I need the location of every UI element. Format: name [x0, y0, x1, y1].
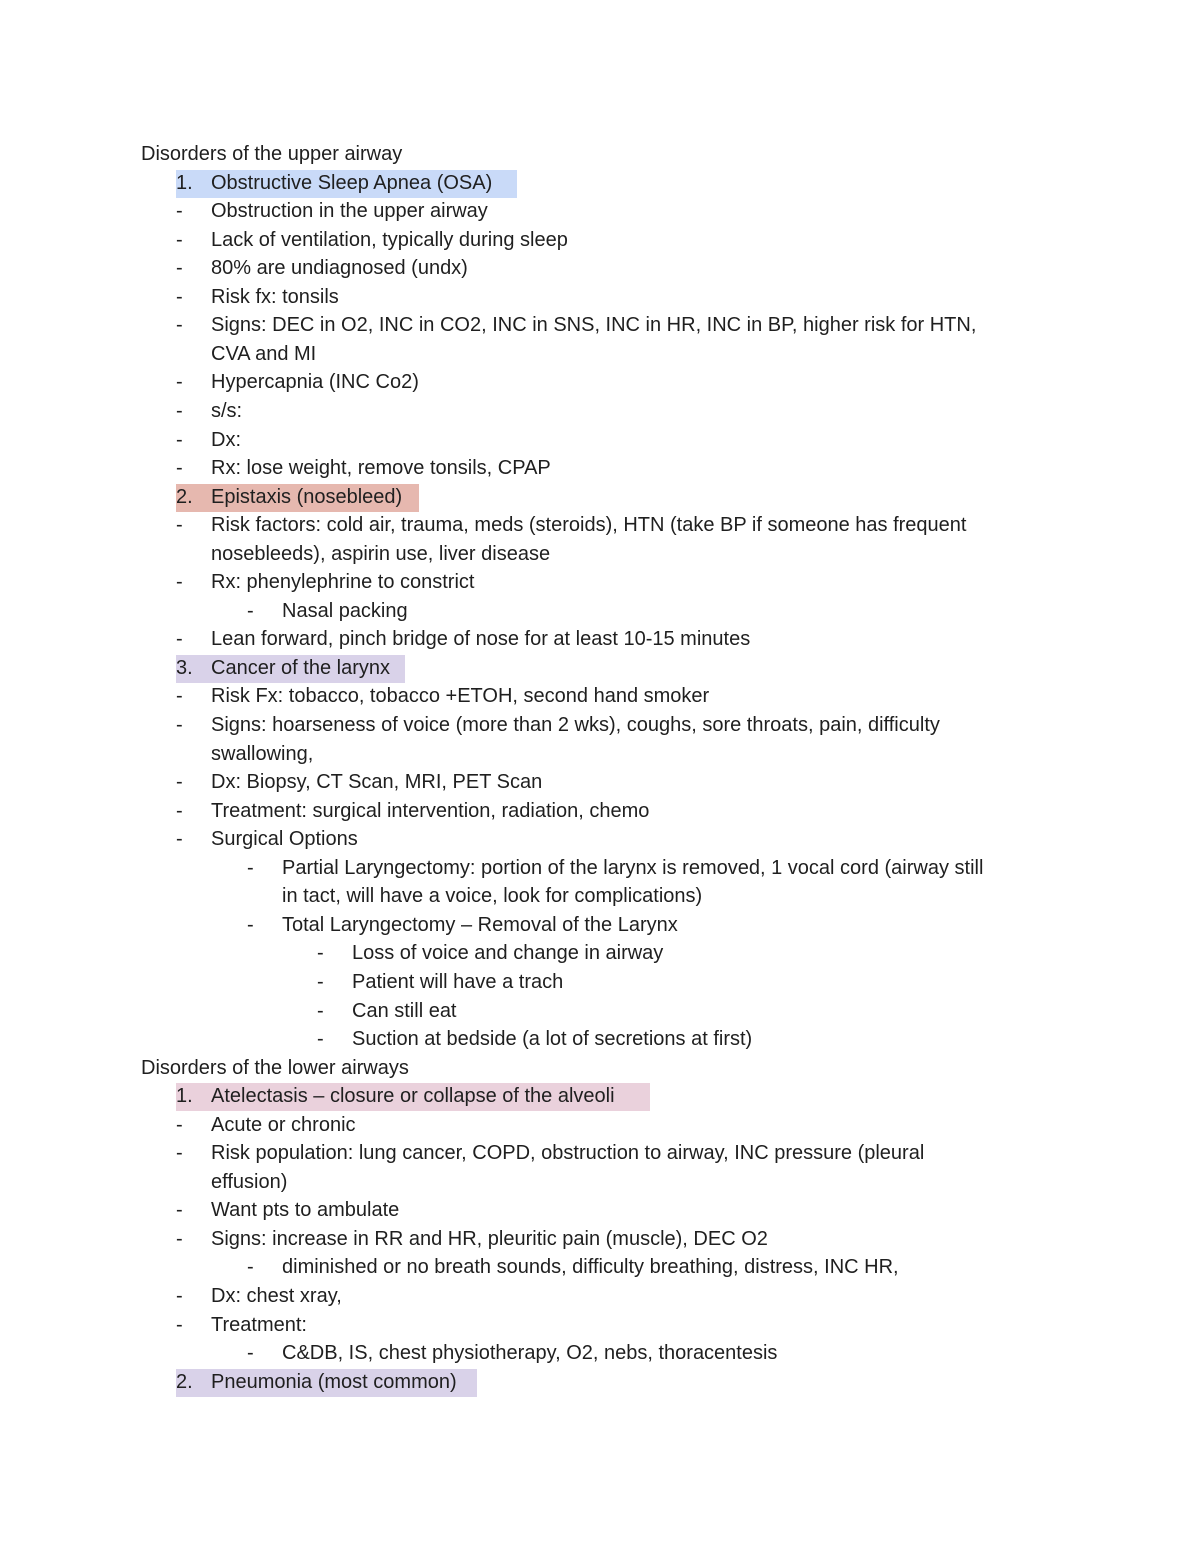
section-heading: Disorders of the lower airways — [141, 1056, 409, 1079]
list-number: 2. — [176, 485, 193, 508]
bullet-dash: - — [176, 514, 183, 537]
bullet-dash: - — [176, 771, 183, 794]
numbered-item-title: Obstructive Sleep Apnea (OSA) — [211, 171, 493, 194]
bullet-dash: - — [176, 457, 183, 480]
list-item: Treatment: — [211, 1313, 307, 1336]
bullet-dash: - — [176, 1285, 183, 1307]
list-item: Risk population: lung cancer, COPD, obstruction to airway, INC pressure (pleural — [211, 1142, 925, 1165]
bullet-dash: - — [176, 714, 183, 736]
bullet-dash: - — [247, 913, 254, 936]
list-item: Signs: increase in RR and HR, pleuritic pain (muscle), DEC O2 — [211, 1227, 768, 1250]
list-item: Partial Laryngectomy: portion of the larynx is removed, 1 vocal cord (airway still — [282, 856, 984, 879]
list-item: Risk factors: cold air, trauma, meds (steroids), HTN (take BP if someone has frequent — [211, 514, 967, 537]
bullet-dash: - — [176, 257, 183, 280]
bullet-dash: - — [247, 856, 254, 879]
list-item: Signs: DEC in O2, INC in CO2, INC in SNS, INC in HR, INC in BP, higher risk for HTN, — [211, 314, 977, 337]
bullet-dash: - — [176, 285, 183, 308]
list-number: 1. — [176, 171, 193, 194]
bullet-dash: - — [176, 1227, 183, 1250]
bullet-dash: - — [176, 1199, 183, 1222]
list-item: Want pts to ambulate — [211, 1199, 400, 1222]
list-item: s/s: — [211, 399, 243, 422]
numbered-item-title: Cancer of the larynx — [211, 656, 390, 679]
list-item: Can still eat — [352, 999, 457, 1022]
list-item: Obstruction in the upper airway — [211, 200, 488, 223]
bullet-dash: - — [247, 1256, 254, 1279]
list-item: Rx: lose weight, remove tonsils, CPAP — [211, 457, 551, 480]
bullet-dash: - — [176, 1142, 183, 1165]
list-item: diminished or no breath sounds, difficulty breathing, distress, INC HR, — [282, 1256, 899, 1279]
list-item: Rx: phenylephrine to constrict — [211, 571, 475, 594]
list-item: Loss of voice and change in airway — [352, 942, 664, 965]
section-heading: Disorders of the upper airway — [141, 143, 403, 165]
bullet-dash: - — [176, 371, 183, 394]
list-item: Dx: Biopsy, CT Scan, MRI, PET Scan — [211, 771, 543, 794]
bullet-dash: - — [176, 399, 183, 422]
list-item-continuation: nosebleeds), aspirin use, liver disease — [211, 542, 551, 565]
list-item: 80% are undiagnosed (undx) — [211, 257, 468, 280]
bullet-dash: - — [176, 685, 183, 708]
bullet-dash: - — [317, 1028, 324, 1051]
list-item: Patient will have a trach — [352, 970, 564, 993]
list-item: Surgical Options — [211, 828, 358, 851]
bullet-dash: - — [176, 428, 183, 451]
list-number: 2. — [176, 1370, 193, 1393]
list-item: Acute or chronic — [211, 1113, 356, 1136]
list-item: Lean forward, pinch bridge of nose for at least 10-15 minutes — [211, 628, 751, 651]
list-item: Dx: — [211, 428, 241, 451]
list-item: Risk Fx: tobacco, tobacco +ETOH, second hand smoker — [211, 685, 710, 708]
list-item: C&DB, IS, chest physiotherapy, O2, nebs, thoracentesis — [282, 1342, 778, 1365]
list-item: Signs: hoarseness of voice (more than 2 wks), coughs, sore throats, pain, difficulty — [211, 714, 940, 736]
list-item-continuation: in tact, will have a voice, look for complications) — [282, 885, 703, 908]
bullet-dash: - — [176, 1113, 183, 1136]
bullet-dash: - — [247, 599, 254, 622]
bullet-dash: - — [317, 942, 324, 965]
bullet-dash: - — [176, 314, 183, 337]
list-item-continuation: effusion) — [211, 1170, 288, 1193]
bullet-dash: - — [176, 200, 183, 223]
list-item: Lack of ventilation, typically during sleep — [211, 228, 568, 251]
bullet-dash: - — [317, 970, 324, 993]
bullet-dash: - — [176, 228, 183, 251]
bullet-dash: - — [176, 628, 183, 651]
bullet-dash: - — [317, 999, 324, 1022]
list-item-continuation: CVA and MI — [211, 342, 317, 365]
numbered-item-title: Pneumonia (most common) — [211, 1370, 457, 1393]
list-item: Risk fx: tonsils — [211, 285, 339, 308]
list-item-continuation: swallowing, — [211, 742, 314, 765]
bullet-dash: - — [176, 799, 183, 822]
numbered-item-title: Atelectasis – closure or collapse of the alveoli — [211, 1085, 615, 1108]
list-item: Total Laryngectomy – Removal of the Larynx — [282, 913, 678, 936]
list-item: Nasal packing — [282, 599, 408, 622]
list-item: Hypercapnia (INC Co2) — [211, 371, 419, 394]
list-number: 3. — [176, 656, 193, 679]
bullet-dash: - — [176, 571, 183, 594]
list-item: Treatment: surgical intervention, radiation, chemo — [211, 799, 650, 822]
bullet-dash: - — [176, 828, 183, 851]
list-item: Dx: chest xray, — [211, 1285, 342, 1307]
bullet-dash: - — [247, 1342, 254, 1365]
numbered-item-title: Epistaxis (nosebleed) — [211, 485, 403, 508]
bullet-dash: - — [176, 1313, 183, 1336]
list-number: 1. — [176, 1085, 193, 1108]
list-item: Suction at bedside (a lot of secretions at first) — [352, 1028, 753, 1051]
